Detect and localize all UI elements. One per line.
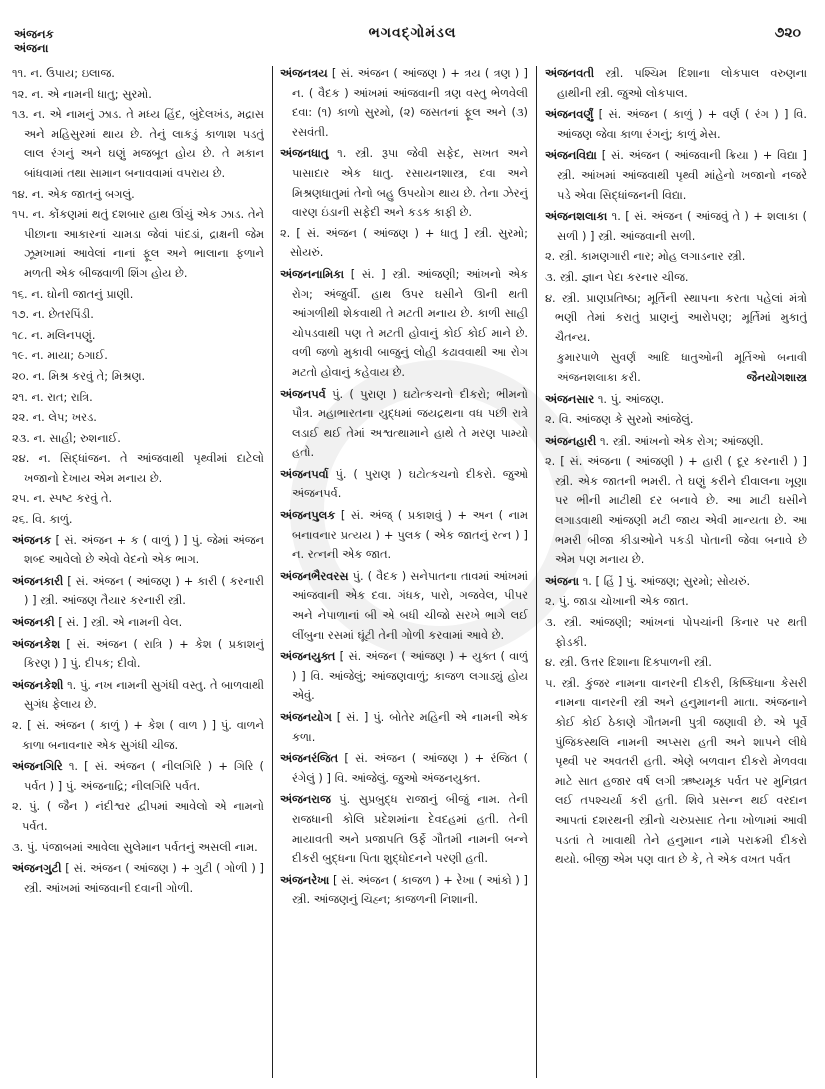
sense-line: ૨૨. ન. લેપ; ખરડ. — [12, 410, 97, 425]
entry-line — [545, 207, 807, 246]
dictionary-entry — [12, 613, 264, 633]
entry-line — [280, 265, 528, 383]
entry-line — [280, 506, 528, 565]
entry-sense: ૩. પું. પંજાબમાં આવેલા સુલેમાન પર્વતનું અસલી નામ. — [12, 839, 258, 854]
entry-sense: ૨. [ સં. અંજન ( આંજણ ) + ધાતુ ] સ્ત્રી. સુરમો; સોયરું. — [280, 225, 528, 260]
dictionary-entry — [12, 572, 264, 611]
entry-definition: [ સં. અંજ્ ( પ્રકાશવું ) + અન ( નામ બનાવનાર પ્રત્યય ) + પુલક ( એક જાતનું રત્ન ) ] ન. રત્નની એક જાત. — [292, 508, 528, 562]
entry-headword: અંજના — [545, 573, 580, 588]
entry-line — [12, 635, 264, 674]
entry-headword: અંજનકેશી — [12, 677, 64, 692]
dictionary-entry — [545, 146, 807, 205]
quotation-source: જૈનયોગશાસ્ત્ર — [746, 370, 807, 384]
column-right — [545, 64, 807, 1080]
dictionary-entry — [280, 506, 528, 565]
sense-line: ૨૪. ન. સિદ્ધાંજન. તે આંજવાથી પૃથ્વીમાં દાટેલો ખજાનો દેખાય એમ મનાય છે. — [12, 451, 264, 485]
entry-line — [280, 144, 528, 222]
entry-line — [545, 146, 807, 205]
entry-headword: અંજનયુક્ત — [280, 649, 336, 664]
dictionary-entry — [280, 465, 528, 504]
entry-sense: ૨. સ્ત્રી. કામણગારી નાર; મોહ લગાડનાર સ્ત્રી. — [545, 249, 746, 264]
sense-line: ૨૦. ન. મિશ્ર કરવું તે; મિશ્રણ. — [12, 368, 146, 383]
entry-headword: અંજનત્રય — [280, 66, 328, 80]
entry-line — [545, 390, 807, 410]
dictionary-entry — [545, 64, 807, 103]
sense-line: ૧૩. ન. એ નામનું ઝાડ. તે મધ્ય હિંદ, બુંદેલખંડ, મદ્રાસ અને મહિસુરમાં થાય છે. તેનું લાકડું કાળાશ પડતું લાલ રંગનું અને ઘણું મજબૂત હોય છે. તે મકાન બાંધવામાં તથા સામાન બનાવવામાં વપરાય છે. — [12, 107, 264, 180]
entry-headword: અંજનવતી — [545, 66, 595, 80]
entry-definition: પું. ( પુરાણ ) ઘટોત્કચનો દીકરો; ભીમનો પૌત્ર. મહાભારતના યુદ્ધમાં જયદ્રથના વધ પછી રાત્રે લડાઈ થઈ તેમાં અશ્વત્થામાને હાથે તે મરણ પામ્યો હતો. — [292, 386, 528, 460]
entry-line — [280, 385, 528, 463]
dictionary-entry — [280, 647, 528, 706]
entry-headword: અંજનરેખા — [280, 872, 330, 887]
sense-line: ૨૧. ન. રાત; રાત્રિ. — [12, 389, 93, 404]
dictionary-entry — [280, 265, 528, 383]
entry-headword: અંજનવિદ્યા — [545, 148, 597, 163]
entry-headword: અંજનકારી — [12, 573, 64, 588]
sense-line: ૨૩. ન. સાહી; રુશનાઈ. — [12, 430, 121, 445]
entry-line — [280, 647, 528, 706]
dictionary-entry — [280, 144, 528, 263]
dictionary-entry — [280, 871, 528, 910]
entry-headword: અંજનનામિકા — [280, 266, 345, 281]
entry-sense: ૩. સ્ત્રી. જ્ઞાન પેદા કરનાર ચીજ. — [545, 269, 689, 284]
dictionary-entry — [12, 859, 264, 898]
entry-definition: [ સં. અંજન ( આંજવાની ક્રિયા ) + વિદ્યા ] સ્ત્રી. આંખમાં આંજવાથી પૃથ્વી માંહેનો ખજાનો નજરે પડે એવા સિદ્ધાંજનની વિદ્યા. — [557, 148, 807, 202]
entry-line — [12, 757, 264, 796]
entry-headword: અંજનકેશ — [12, 636, 61, 651]
entry-line — [12, 531, 264, 570]
entry-sense: ૨. વિ. આંજણ કે સુરમો આંજેલું. — [545, 412, 694, 427]
dictionary-entry — [12, 757, 264, 857]
sense-line: ૧૨. ન. એ નામની ધાતુ; સુરમો. — [12, 86, 152, 101]
quotation-text: કુમારપાળે સુવર્ણ આદિ ધાતુઓની મૂર્તિઓ બનાવી અંજનશલાકા કરી. — [557, 351, 807, 384]
sense-line: ૨૫. ન. સ્પષ્ટ કરવું તે. — [12, 491, 113, 506]
column-middle — [280, 64, 528, 1080]
entry-line — [280, 465, 528, 504]
entry-sense: ૪. સ્ત્રી. પ્રાણપ્રતિષ્ઠા; મૂર્તિની સ્થાપના કરતા પહેલાં મંત્રો ભણી તેમાં કરાતું પ્રાણનું આરોપણ; મૂર્તિમાં મુકાતું ચૈતન્ય. — [545, 290, 807, 344]
entry-line — [280, 790, 528, 868]
dictionary-entry — [280, 749, 528, 788]
entry-definition: [ સં. અંજન ( આંજણ ) + યુક્ત ( વાળું ) ] વિ. આંજેલું; આંજણવાળું; કાજળ લગાડ્યું હોય એવું. — [292, 649, 528, 703]
dictionary-entry — [280, 64, 528, 142]
entry-headword: અંજનહારી — [545, 433, 597, 448]
entry-line — [280, 871, 528, 910]
entry-sense: ૫. સ્ત્રી. કુંજર નામના વાનરની દીકરી, કિષ્કિંધાના કેસરી નામના વાનરની સ્ત્રી અને હનુમાનની માતા. અંજનાને કોઈ કોઈ ઠેકાણે ગૌતમની પુત્રી જણાવી છે. એ પૂર્વે પુંજિકસ્થલિ નામની અપ્સરા હતી અને શાપને લીધે પૃથ્વી પર અવતરી હતી. એણે બળવાન દીકરો મેળવવા માટે સાત હજાર વર્ષ લગી ઋષ્યમૂક પર્વત પર મુનિવ્રત લઈ તપશ્ચર્યા કરી હતી. શિવે પ્રસન્ન થઈ વરદાન આપતાં દશરથની સ્ત્રીનો ચરુપ્રસાદ તેના ખોળામાં આવી પડતાં તે ખાવાથી તેને હનુમાન નામે પરાક્રમી દીકરો થયો. બીજી એમ પણ વાત છે કે, તે એક વખત પર્વત — [545, 675, 807, 867]
guide-word-first: અંજનક — [14, 27, 54, 41]
entry-headword: અંજનયોગ — [280, 710, 332, 724]
dictionary-entry — [12, 676, 264, 755]
dictionary-entry — [280, 567, 528, 645]
entry-line — [280, 708, 528, 747]
entry-definition: પું. ( વૈદક ) સનેપાતના તાવમાં આંખમાં આંજવાની એક દવા. ગંધક, પારો, ગજવેલ, પીપર અને નેપાળાનાં બી એ બધી ચીજો સરખે ભાગે લઈ લીંબુના રસમાં ઘૂંટી તેની ગોળી કરવામાં આવે છે. — [292, 568, 528, 642]
sense-line: ૧૮. ન. મલિનપણું. — [12, 327, 96, 342]
entry-definition: [ સં. અંજન + ક ( વાળું ) ] પું. જેમાં અંજન શબ્દ આવેલો છે એવો વેદનો એક ભાગ. — [24, 532, 264, 567]
entry-sense: ૨. પું. જાડા ચોખાની એક જાત. — [545, 594, 689, 609]
entry-sense: ૨. [ સં. અંજન ( કાળું ) + કેશ ( વાળ ) ] પું. વાળને કાળા બનાવનાર એક સુગંધી ચીજ. — [12, 718, 264, 752]
entry-sense: ૪. સ્ત્રી. ઉત્તર દિશાના દિક્પાળની સ્ત્રી. — [545, 655, 712, 670]
dictionary-entry — [280, 708, 528, 747]
entry-definition: ૧. [ હિં ] પું. આંજણ; સુરમો; સોયરું. — [582, 573, 751, 588]
entry-line — [12, 859, 264, 898]
dictionary-entry — [280, 790, 528, 868]
entry-definition: [ સં. અંજન ( આંજણ ) + કારી ( કરનારી ) ] સ્ત્રી. આંજણ તૈયાર કરનારી સ્ત્રી. — [24, 573, 264, 608]
dictionary-entry — [545, 207, 807, 387]
entry-definition: [ સં. અંજન ( કાજળ ) + રેખા ( આંકો ) ] સ્ત્રી. આંજણનું ચિહ્ન; કાજળની નિશાની. — [292, 872, 528, 907]
page-title: ભગવદ્ગોમંડલ — [368, 25, 457, 41]
entry-definition: ૧. [ સં. અંજન ( આંજવું તે ) + શલાકા ( સળી ) ] સ્ત્રી. આંજવાની સળી. — [557, 209, 807, 243]
entry-definition: [ સં. ] સ્ત્રી. એ નામની વેલ. — [58, 615, 183, 630]
entry-definition: ૧. સ્ત્રી. આંખનો એક રોગ; આંજણી. — [599, 433, 764, 448]
entry-headword: અંજનકી — [12, 615, 55, 630]
column-divider — [536, 66, 537, 1078]
entry-headword: અંજનધાતુ — [280, 146, 329, 161]
entry-headword: અંજનગુટી — [12, 861, 62, 876]
entry-definition: [ સં. અંજન ( રાત્રિ ) + કેશ ( પ્રકાશનું કિરણ ) ] પું. દીપક; દીવો. — [24, 636, 264, 671]
entry-line — [545, 105, 807, 144]
dictionary-entry — [545, 390, 807, 430]
entry-line — [545, 432, 807, 452]
dictionary-columns — [0, 64, 825, 1084]
dictionary-entry — [12, 635, 264, 674]
entry-line — [12, 613, 264, 633]
entry-headword: અંજનગિરિ — [12, 759, 63, 774]
entry-definition: [ સં. ] સ્ત્રી. આંજણી; આંખનો એક રોગ; અંજુર્વી. હાથ ઉપર ઘસીને ઊની થતી આંગળીથી શેકવાથી તે મટતી મનાય છે. કાળી સાહી ચોપડવાથી પણ તે મટતી હોવાનું કોઈ કોઈ માને છે. વળી જળો મુકાવી બાજુનું લોહી કઢાવવાથી આ રોગ મટતો હોવાનું કહેવાય છે. — [292, 266, 528, 379]
sense-line: ૧૫. ન. કોંકણમાં થતું દશબાર હાથ ઊંચું એક ઝાડ. તેને પીછાના આકારનાં ચામડા જેવાં પાંદડાં, દ્રાક્ષની જેમ ઝૂમખામાં આવેલાં નાનાં ફૂલ અને ભાલાના ફળાને મળતી એક બીજવાળી શિંગ હોય છે. — [12, 207, 264, 280]
dictionary-entry — [12, 531, 264, 570]
entry-line — [12, 676, 264, 715]
entry-headword: અંજનપર્વ — [280, 386, 326, 401]
dictionary-entry — [280, 385, 528, 463]
entry-definition: [ સં. અંજન ( આંજણ ) + ગુટી ( ગોળી ) ] સ્ત્રી. આંખમાં આંજવાની દવાની ગોળી. — [24, 861, 264, 895]
entry-quotation — [545, 348, 807, 387]
entry-headword: અંજનશલાકા — [545, 209, 608, 224]
entry-definition: [ સં. અંજન ( આંજણ ) + રંજિત ( રંગેલું ) ] વિ. આંજેલું. જુઓ અંજનયુક્ત. — [292, 751, 528, 785]
dictionary-entry — [545, 432, 807, 570]
entry-headword: અંજનરાજ — [280, 792, 331, 807]
entry-definition: ૧. સ્ત્રી. રૂપા જેવી સફેદ, સખત અને પાસાદાર એક ધાતુ. રસાયનશાસ્ત્ર, દવા અને મિશ્રણધાતુમાં તેનો બહુ ઉપયોગ થાય છે. તેના ઝેરનું વારણ ઇંડાની સફેદી અને કડક કાફી છે. — [292, 146, 528, 220]
entry-definition: ૧. પું. આંજણ. — [597, 391, 665, 406]
sense-line: ૨૬. વિ. કાળું. — [12, 512, 73, 527]
entry-line — [280, 749, 528, 788]
entry-sense: ૨. [ સં. અંજના ( આંજણી ) + હારી ( દૂર કરનારી ) ] સ્ત્રી. એક જાતની ભમરી. તે ઘણું કરીને દીવાલના ખૂણા પર ભીની માટીથી દર બનાવે છે. આ માટી ઘસીને લગાડવાથી આંજણી મટી જાય એવી માન્યતા છે. આ ભમરી બીજા કીડાઓને પકડી પોતાની જેવા બનાવે છે એમ પણ મનાય છે. — [545, 454, 807, 567]
entry-definition: પું. ( પુરાણ ) ઘટોત્કચનો દીકરો. જુઓ અંજનપર્વ. — [292, 466, 528, 501]
guide-word-last: અંજના — [14, 41, 49, 55]
entry-definition: ૧. [ સં. અંજન ( નીલગિરિ ) + ગિરિ ( પર્વત ) ] પું. અંજનાદ્રિ; નીલગિરિ પર્વત. — [24, 759, 264, 793]
sense-line: ૧૭. ન. છેતરપિંડી. — [12, 307, 94, 322]
entry-headword: અંજનપર્વા — [280, 466, 329, 481]
entry-headword: અંજનભૈરવરસ — [280, 568, 349, 583]
entry-definition: [ સં. ] પું. બોતેર મહિની એ નામની એક કળા. — [292, 710, 528, 744]
entry-headword: અંજનવર્ણું — [545, 107, 594, 122]
entry-definition: [ સં. અંજન ( કાળું ) + વર્ણ ( રંગ ) ] વિ. આંજણ જેવા કાળા રંગનું; કાળું મેસ. — [557, 107, 807, 141]
sense-line: ૧૪. ન. એક જાતનું બગલું. — [12, 186, 135, 201]
sense-line: ૧૧. ન. ઉપાય; ઇલાજ. — [12, 66, 115, 80]
entry-headword: અંજનસાર — [545, 391, 595, 406]
sense-line: ૧૬. ન. ઘોની જાતનું પ્રાણી. — [12, 286, 134, 301]
entry-definition: [ સં. અંજન ( આંજણ ) + ત્રય ( ત્રણ ) ] ન. ( વૈદક ) આંખમાં આંજવાની ત્રણ વસ્તુ ભેળવેલી દવા: (૧) કાળો સુરમો, (૨) જસતનાં ફૂલ અને (૩) રસવંતી. — [292, 66, 528, 139]
entry-headword: અંજનરંજિત — [280, 751, 339, 766]
entry-line — [12, 572, 264, 611]
page-number: ૭૨૦ — [774, 25, 801, 41]
entry-definition: ૧. પું. નખ નામની સુગંધી વસ્તુ. તે બાળવાથી સુગંધ ફેલાય છે. — [24, 677, 264, 712]
column-left — [12, 64, 264, 1080]
dictionary-entry — [545, 105, 807, 144]
entry-headword: અંજનપુલક — [280, 508, 336, 523]
entry-definition: સ્ત્રી. પશ્ચિમ દિશાના લોકપાલ વરુણના હાથીની સ્ત્રી. જુઓ લોકપાલ. — [557, 66, 807, 100]
entry-line — [545, 64, 807, 103]
dictionary-entry — [545, 572, 807, 870]
page-header — [0, 0, 825, 62]
entry-definition: પું. સુપ્રબુદ્ધ રાજાનું બીજું નામ. તેની રાજધાની કોલિ પ્રદેશમાંના દેવદહમાં હતી. તેની માયાવતી અને પ્રજાપતિ ઉર્ફે ગૌતમી નામની બન્ને દીકરી બુદ્ધના પિતા શુદ્ધોદનને પરણી હતી. — [292, 792, 528, 866]
entry-line — [280, 64, 528, 142]
column-divider — [272, 66, 273, 1078]
entry-sense: ૩. સ્ત્રી. આંજણી; આંખનાં પોપચાંની કિનાર પર થતી ફોડકી. — [545, 615, 807, 649]
entry-sense: ૨. પું. ( જૈન ) નંદીશ્વર દ્વીપમાં આવેલો એ નામનો પર્વત. — [12, 799, 264, 833]
entry-line — [545, 572, 807, 592]
sense-line: ૧૯. ન. માયા; ઠગાઈ. — [12, 348, 108, 363]
entry-headword: અંજનક — [12, 532, 52, 547]
entry-line — [280, 567, 528, 645]
